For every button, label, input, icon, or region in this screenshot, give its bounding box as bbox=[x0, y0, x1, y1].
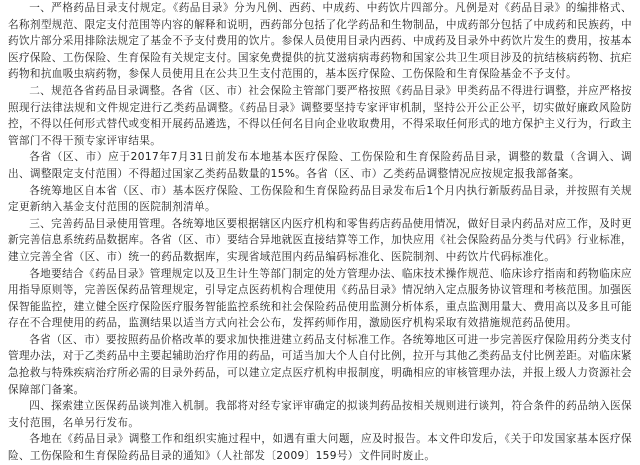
paragraph-drug-payment-rules: 一、严格药品目录支付规定。《药品目录》分为凡例、西药、中成药、中药饮片四部分。凡例是对《药品目录》的编排格式、名称剂型规范、限定支付范围等内容的解释和说明，西药部分包括了化学药品和生物制品，中成药部分包括了中成药和民族药，中药饮片部分采用排除法规定了基金不予支付费用的饮片。参保人员使用目录内西药、中成药及目录外中药饮片发生的费用，按基本医疗保险、工伤保险、生育保险有关规定支付。国家免费提供的抗艾滋病病毒药物和国家公共卫生项目涉及的抗结核病药物、抗疟药物和抗血吸虫病药物，参保人员使用且在公共卫生支付范围的，基本医疗保险、工伤保险和生育保险基金不予支付。 bbox=[8, 2, 632, 81]
paragraph-implementation-timing: 各统筹地区自本省（区、市）基本医疗保险、工伤保险和生育保险药品目录发布后1个月内执行新版药品目录，并按照有关规定更新纳入基金支付范围的医院制剂清单。 bbox=[8, 184, 632, 214]
paragraph-payment-standards: 各省（区、市）要按照药品价格改革的要求加快推进建立药品支付标准工作。各统筹地区可进一步完善医疗保险用药分类支付管理办法，对于乙类药品中主要起辅助治疗作用的药品，可适当加大个人自付比例，拉开与其他乙类药品支付比例差距。对临床紧急抢救与特殊疾病治疗所必需的目录外药品，可以建立定点医疗机构申报制度，明确相应的审核管理办法，并报上级人力资源社会保障部门备案。 bbox=[8, 333, 632, 396]
paragraph-publication-deadline: 各省（区、市）应于2017年7月31日前发布本地基本医疗保险、工伤保险和生育保险药品目录，调整的数量（含调入、调出、调整限定支付范围）不得超过国家乙类药品数量的15%。各省（区、市）乙类药品调整情况应按规定报我部备案。 bbox=[8, 151, 632, 180]
paragraph-closing-notice: 各地在《药品目录》调整工作和组织实施过程中，如遇有重大问题，应及时报告。本文件印发后，《关于印发国家基本医疗保险、工伤保险和生育保险药品目录的通知》（人社部发〔2009〕159号）文件同时废止。 bbox=[8, 433, 632, 463]
paragraph-provincial-catalog-adjustment: 二、规范各省药品目录调整。各省（区、市）社会保险主管部门要严格按照《药品目录》甲类药品不得进行调整，并应严格按照现行法律法规和文件规定进行乙类药品调整。《药品目录》调整要坚持专家评审机制，坚持公开公正公平，切实做好廉政风险防控，不得以任何形式替代或变相开展药品遴选，不得以任何名目向企业收取费用，不得采取任何形式的地方保护主义行为，行政主管部门不得干预专家评审结果。 bbox=[8, 84, 632, 147]
paragraph-negotiation-mechanism: 四、探索建立医保药品谈判准入机制。我部将对经专家评审确定的拟谈判药品按相关规则进行谈判，符合条件的药品纳入医保支付范围，名单另行发布。 bbox=[8, 400, 632, 429]
paragraph-smart-monitoring: 各地要结合《药品目录》管理规定以及卫生计生等部门制定的处方管理办法、临床技术操作规范、临床诊疗指南和药物临床应用指导原则等，完善医保药品管理规定，引导定点医药机构合理使用《药品目录》情况纳入定点服务协议管理和考核范围。加强医保智能监控，建立健全医疗保险医疗服务智能监控系统和社会保险药品使用监测分析体系，重点监测用量大、费用高以及多且可能存在不合理使用的药品，监测结果以适当方式向社会公布，发挥药师作用，激励医疗机构采取有效措施规范药品使用。 bbox=[8, 267, 632, 330]
paragraph-catalog-usage-management: 三、完善药品目录使用管理。各统筹地区要根据辖区内医疗机构和零售药店药品使用情况，做好目录内药品对应工作，及时更新完善信息系统药品数据库。各省（区、市）要结合异地就医直接结算等工作，加快应用《社会保险药品分类与代码》行业标准，建立完善全省（区、市）统一的药品数据库，实现省域范围内药品编码标准化、医院制剂、中药饮片代码标准化。 bbox=[8, 217, 632, 263]
